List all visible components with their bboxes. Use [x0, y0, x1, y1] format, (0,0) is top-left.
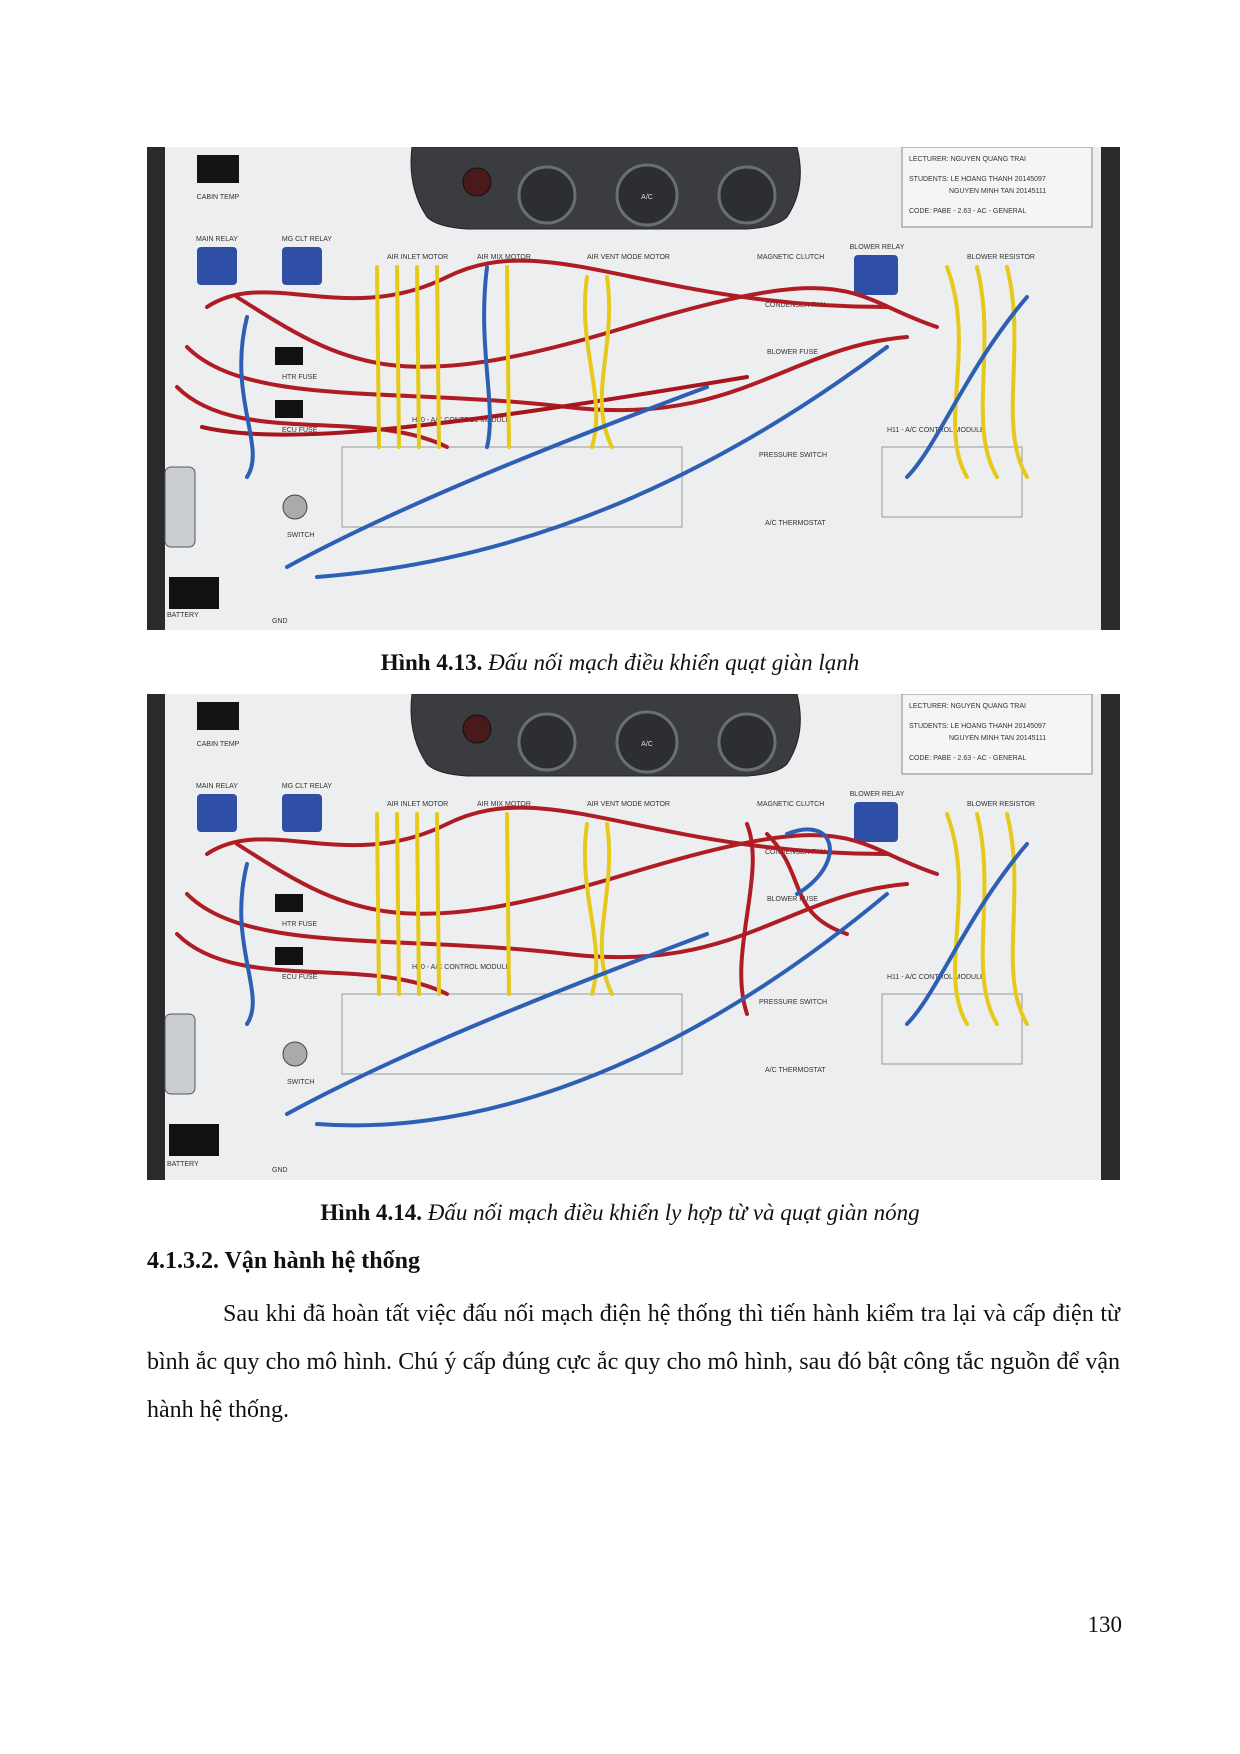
- h11-module-label: H11 - A/C CONTROL MODULE: [887, 974, 985, 981]
- mg-clt-relay-label: MG CLT RELAY: [281, 783, 333, 790]
- blower-fuse-label: BLOWER FUSE: [767, 896, 818, 903]
- battery-label: BATTERY: [167, 1161, 199, 1168]
- figure-number: Hình 4.13.: [380, 650, 483, 675]
- info-code: CODE: PABE - 2.63 - AC - GENERAL: [909, 755, 1027, 762]
- air-mix-motor-label: AIR MIX MOTOR: [477, 801, 531, 808]
- blower-resistor-label: BLOWER RESISTOR: [967, 801, 1035, 808]
- ac-control-module-label: H10 - A/C CONTROL MODULE: [412, 417, 511, 424]
- figure-caption-4-14: [0, 1200, 1240, 1226]
- ecu-fuse-label: ECU FUSE: [282, 974, 318, 981]
- figure-title: Đấu nối mạch điều khiển quạt giàn lạnh: [488, 650, 860, 675]
- info-student-2: NGUYEN MINH TAN 20145111: [949, 735, 1047, 742]
- info-students: STUDENTS: LE HOANG THANH 20145097: [909, 176, 1046, 183]
- info-students: STUDENTS: LE HOANG THANH 20145097: [909, 723, 1046, 730]
- magnetic-clutch-label: MAGNETIC CLUTCH: [757, 254, 825, 261]
- cabin-temp-label: CABIN TEMP: [196, 194, 240, 201]
- switch-label: SWITCH: [287, 532, 315, 539]
- ecu-fuse-label: ECU FUSE: [282, 427, 318, 434]
- battery-label: BATTERY: [167, 612, 199, 619]
- info-code: CODE: PABE - 2.63 - AC - GENERAL: [909, 208, 1027, 215]
- info-lecturer: LECTURER: NGUYEN QUANG TRAI: [909, 703, 1026, 710]
- blower-resistor-label: BLOWER RESISTOR: [967, 254, 1035, 261]
- page-number: 130: [1087, 1612, 1122, 1637]
- figure-caption-4-13: [0, 650, 1240, 676]
- gnd-label: GND: [272, 1167, 288, 1174]
- air-vent-mode-motor-label: AIR VENT MODE MOTOR: [587, 801, 670, 808]
- section-heading: 4.1.3.2. Vận hành hệ thống: [147, 1248, 420, 1274]
- info-student-2: NGUYEN MINH TAN 20145111: [949, 188, 1047, 195]
- air-inlet-motor-label: AIR INLET MOTOR: [387, 801, 449, 808]
- htr-fuse-label: HTR FUSE: [282, 921, 317, 928]
- main-relay-label: MAIN RELAY: [196, 783, 238, 790]
- info-lecturer: LECTURER: NGUYEN QUANG TRAI: [909, 156, 1026, 163]
- body-paragraph: [147, 1290, 1120, 1434]
- pressure-switch-label: PRESSURE SWITCH: [759, 452, 828, 459]
- ac-thermostat-label: A/C THERMOSTAT: [765, 1067, 826, 1074]
- figure-photo-4-14: [147, 694, 1120, 1180]
- condenser-fan-label: CONDENSER FAN: [765, 302, 826, 309]
- figure-number: Hình 4.14.: [320, 1200, 423, 1225]
- htr-fuse-label: HTR FUSE: [282, 374, 317, 381]
- condenser-fan-label: CONDENSER FAN: [765, 849, 826, 856]
- ac-control-module-label: H10 - A/C CONTROL MODULE: [412, 964, 511, 971]
- figure-photo-4-13: [147, 147, 1120, 630]
- mg-clt-relay-label: MG CLT RELAY: [281, 236, 333, 243]
- ac-knob-label: A/C: [641, 741, 653, 748]
- pressure-switch-label: PRESSURE SWITCH: [759, 999, 828, 1006]
- figure-title: Đấu nối mạch điều khiển ly hợp từ và quạt giàn nóng: [427, 1200, 920, 1225]
- cabin-temp-label: CABIN TEMP: [196, 741, 240, 748]
- ac-thermostat-label: A/C THERMOSTAT: [765, 520, 826, 527]
- h11-module-label: H11 - A/C CONTROL MODULE: [887, 427, 985, 434]
- air-mix-motor-label: AIR MIX MOTOR: [477, 254, 531, 261]
- paragraph-text: Sau khi đã hoàn tất việc đấu nối mạch điện hệ thống thì tiến hành kiểm tra lại và cấp điện từ bình ắc quy cho mô hình. Chú ý cấp đúng cực ắc quy cho mô hình, sau đó bật công tắc nguồn để vận hành hệ thống.: [147, 1301, 1120, 1423]
- switch-label: SWITCH: [287, 1079, 315, 1086]
- magnetic-clutch-label: MAGNETIC CLUTCH: [757, 801, 825, 808]
- blower-relay-label: BLOWER RELAY: [849, 244, 905, 251]
- blower-fuse-label: BLOWER FUSE: [767, 349, 818, 356]
- gnd-label: GND: [272, 618, 288, 625]
- air-inlet-motor-label: AIR INLET MOTOR: [387, 254, 449, 261]
- training-board-photo: [147, 694, 1120, 1180]
- blower-relay-label: BLOWER RELAY: [849, 791, 905, 798]
- training-board-photo: [147, 147, 1120, 630]
- air-vent-mode-motor-label: AIR VENT MODE MOTOR: [587, 254, 670, 261]
- ac-knob-label: A/C: [641, 194, 653, 201]
- main-relay-label: MAIN RELAY: [196, 236, 238, 243]
